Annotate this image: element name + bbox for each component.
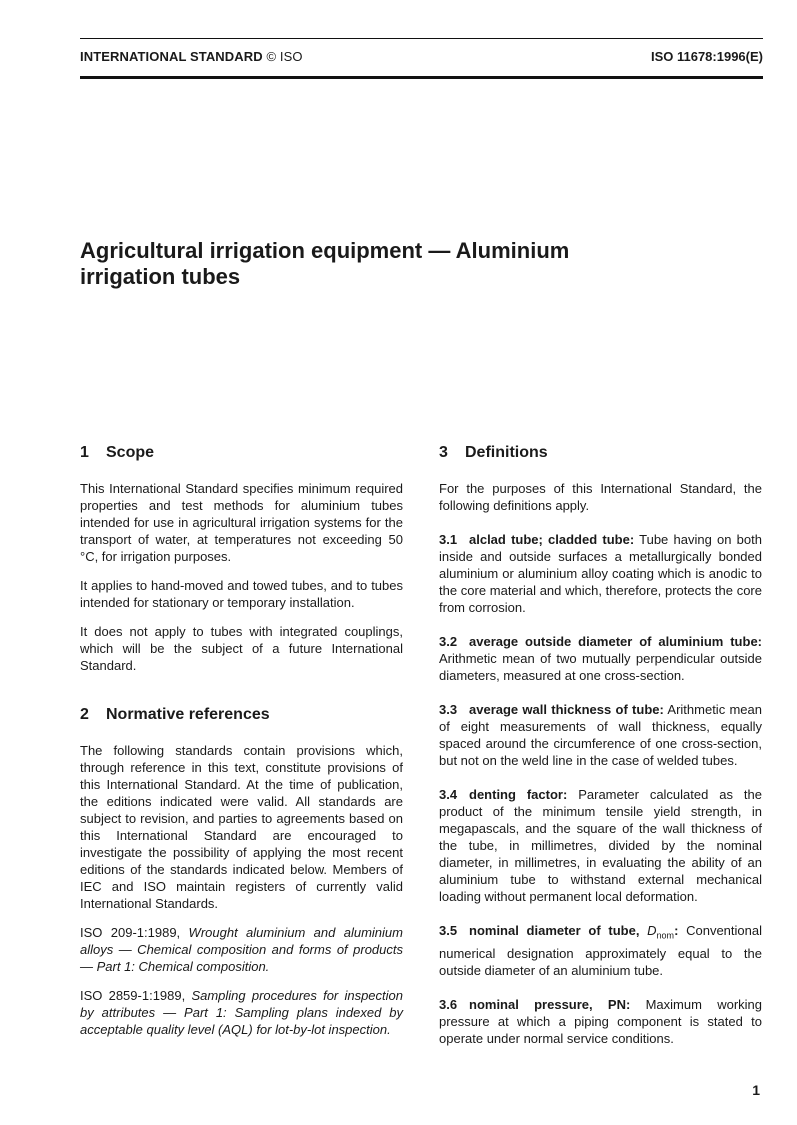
reference-code: ISO 2859-1:1989,	[80, 988, 186, 1003]
normative-reference	[80, 987, 403, 1038]
right-column	[439, 443, 762, 1047]
definitions-heading-text: Definitions	[465, 444, 548, 461]
title-line-2: irrigation tubes	[80, 264, 241, 289]
title-line-1: Agricultural irrigation equipment — Aluminium	[80, 238, 570, 263]
header-standard-text: INTERNATIONAL STANDARD	[80, 49, 263, 64]
definition-number: 3.5	[439, 923, 458, 938]
scope-number: 1	[80, 444, 89, 461]
definition-item	[439, 531, 762, 616]
definition-number: 3.2	[439, 634, 458, 649]
definition-text: Arithmetic mean of two mutually perpendicular outside diameters, measured at one cross-section.	[439, 651, 762, 683]
definition-number: 3.4	[439, 787, 458, 802]
definition-item	[439, 633, 762, 684]
definition-term: denting factor:	[469, 787, 568, 802]
normative-heading	[80, 705, 403, 725]
definition-number: 3.1	[439, 532, 458, 547]
definition-text: Arithmetic mean of eight measurements of wall thickness, equally spaced around the circumference of one cross-section, but not on the weld line in the case of welded tubes.	[439, 702, 762, 768]
normative-heading-text: Normative references	[106, 706, 270, 723]
definitions-heading	[439, 443, 762, 463]
definition-item	[439, 701, 762, 769]
page-number: 1	[752, 1082, 760, 1098]
definition-symbol-subscript: nom	[656, 930, 675, 941]
reference-title: Sampling procedures for inspection by attributes — Part 1: Sampling plans indexed by acceptable quality level (AQL) for lot-by-lot inspection.	[80, 988, 403, 1037]
scope-paragraph: It does not apply to tubes with integrated couplings, which will be the subject of a future International Standard.	[80, 624, 403, 673]
header-reference: ISO 11678:1996(E)	[650, 49, 763, 64]
normative-reference	[80, 924, 403, 975]
definition-term: average outside diameter of aluminium tube:	[469, 634, 762, 649]
scope-paragraph: This International Standard specifies minimum required properties and test methods for aluminium tubes intended for use in agricultural irrigation systems for the transport of water, at temperatures not exceeding 50 °C, for irrigation purposes.	[80, 481, 403, 564]
scope-heading	[80, 443, 403, 463]
definition-text: Tube having on both inside and outside surfaces a metallurgically bonded aluminium or aluminium alloy coating which is anodic to the core material and which, therefore, protects the core from corrosion.	[439, 532, 762, 615]
definition-text: Conventional numerical designation approximately equal to the outside diameter of an aluminium tube.	[439, 923, 762, 978]
reference-code: ISO 209-1:1989,	[80, 925, 181, 940]
normative-intro: The following standards contain provisions which, through reference in this text, constitute provisions of this International Standard. At the time of publication, the editions indicated were valid. All standards are subject to revision, and parties to agreements based on this International Standard are encouraged to investigate the possibility of applying the most recent editions of the standards indicated below. Members of IEC and ISO maintain registers of currently valid International Standards.	[80, 743, 403, 911]
definition-colon: :	[674, 923, 679, 938]
definition-term: nominal pressure, PN:	[469, 996, 631, 1012]
definition-number: 3.3	[439, 702, 458, 717]
scope-heading-text: Scope	[106, 444, 155, 461]
header-copyright: © ISO	[266, 49, 303, 64]
definition-item	[439, 922, 762, 979]
definition-term: average wall thickness of tube:	[469, 702, 664, 717]
definition-text: Maximum working pressure at which a piping component is stated to operate under normal service conditions.	[439, 996, 762, 1046]
definition-term: nominal diameter of tube,	[469, 923, 640, 938]
scope-paragraph: It applies to hand-moved and towed tubes, and to tubes intended for stationary or temporary installation.	[80, 578, 403, 610]
header-bottom-rule	[80, 76, 763, 79]
header-standard-label	[80, 49, 303, 64]
document-title	[80, 238, 720, 290]
definition-number: 3.6	[439, 996, 458, 1012]
left-column	[80, 443, 403, 1038]
reference-title: Wrought aluminium and aluminium alloys — Chemical composition and forms of products — Part 1: Chemical composition.	[80, 925, 403, 974]
definition-term: alclad tube; cladded tube:	[469, 532, 635, 547]
definitions-number: 3	[439, 444, 448, 461]
header-top-rule	[80, 38, 763, 39]
definition-item	[439, 786, 762, 905]
definition-item	[439, 996, 762, 1047]
definition-symbol: D	[647, 923, 657, 938]
definitions-intro: For the purposes of this International Standard, the following definitions apply.	[439, 481, 762, 513]
normative-number: 2	[80, 706, 89, 723]
definition-text: Parameter calculated as the product of the minimum tensile yield strength, in megapascals, and the square of the wall thickness of the tube, in millimetres, divided by the nominal diameter, in millimetres, in evaluating the ability of an aluminium tube to withstand external mechanical loading without permanent local deformation.	[439, 787, 762, 904]
